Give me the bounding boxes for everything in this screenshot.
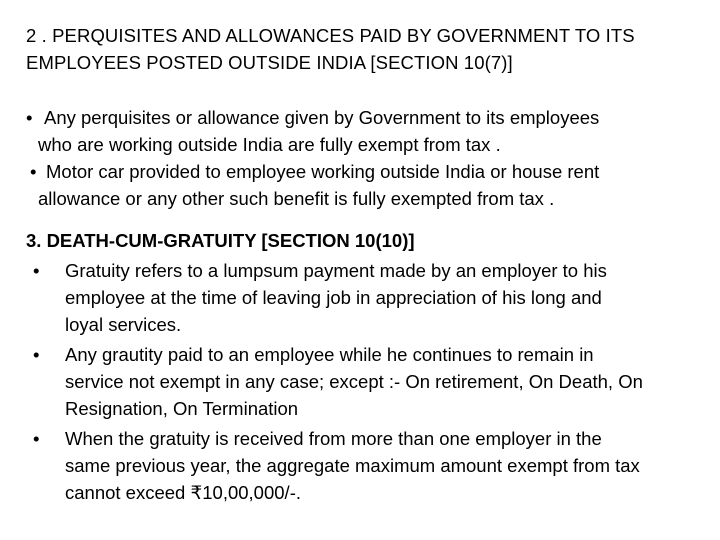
list-item-line: Gratuity refers to a lumpsum payment made by an employer to his [65,260,607,281]
list-item [0,257,720,338]
list-item-line: employee at the time of leaving job in appreciation of his long and [65,287,602,308]
heading-line-1: 2 . PERQUISITES AND ALLOWANCES PAID BY GOVERNMENT TO ITS [26,25,635,46]
bullet-marker: • [30,161,37,182]
list-item [26,158,706,212]
list-item-line: service not exempt in any case; except :- On retirement, On Death, On [65,371,643,392]
list-item-line: Any grautity paid to an employee while he continues to remain in [65,344,594,365]
bullet-marker: • [33,344,40,365]
list-item-line: When the gratuity is received from more than one employer in the [65,428,602,449]
list-item-line: Any perquisites or allowance given by Government to its employees [44,107,600,128]
bullet-marker: • [33,428,40,449]
list-item-line: Motor car provided to employee working outside India or house rent [46,161,600,182]
list-item-line: allowance or any other such benefit is fully exempted from tax . [38,188,555,209]
list-item-line: who are working outside India are fully exempt from tax . [38,134,501,155]
list-item-line: cannot exceed ₹10,00,000/-. [65,482,301,503]
list-item-line: loyal services. [65,314,182,335]
perquisites-bullet-list [26,104,706,212]
bullet-marker: • [33,260,40,281]
section-heading-perquisites [26,22,696,76]
list-item [0,425,720,506]
list-item [0,341,720,422]
list-item [26,104,706,158]
gratuity-bullet-list [0,257,720,506]
bullet-marker: • [26,107,33,128]
list-item-line: same previous year, the aggregate maximum amount exempt from tax [65,455,640,476]
section-heading-gratuity: 3. DEATH-CUM-GRATUITY [SECTION 10(10)] [26,230,415,251]
heading-line-2: EMPLOYEES POSTED OUTSIDE INDIA [SECTION 10(7)] [26,52,513,73]
list-item-line: Resignation, On Termination [65,398,299,419]
